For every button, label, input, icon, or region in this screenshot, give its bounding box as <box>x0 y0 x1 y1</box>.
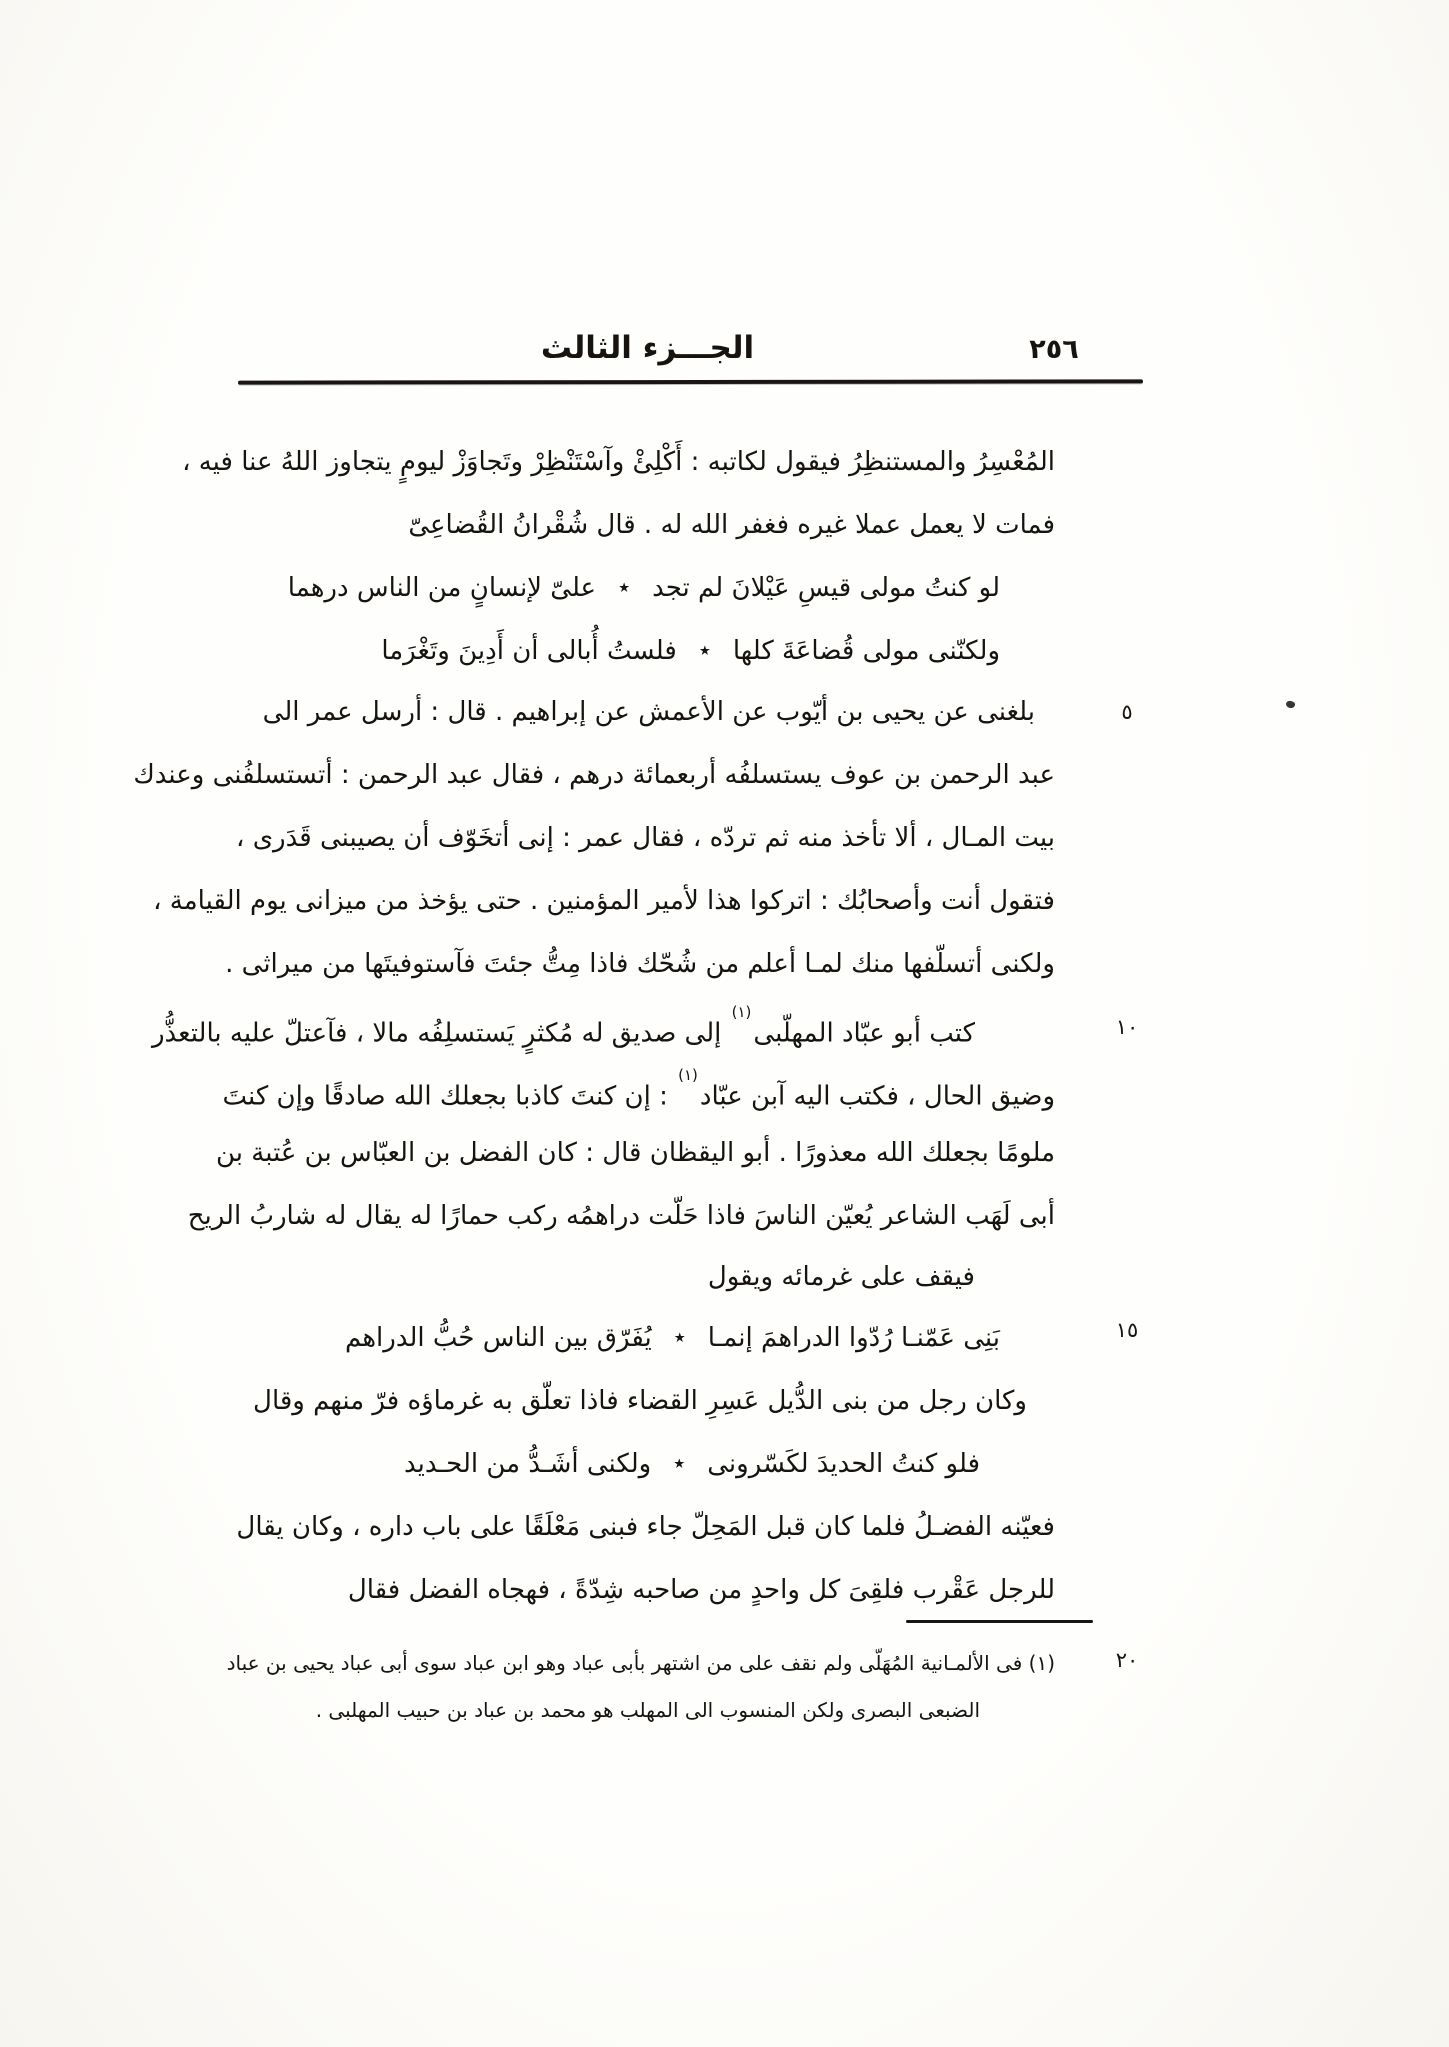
text-line: للرجل عَقْرب فلقِىَ كل واحدٍ من صاحبه شِدّةً ، فهجاه الفضل فقال <box>347 1575 1055 1605</box>
verse-hemistich-left: ولكنى أشَـدُّ من الحـديد <box>404 1449 652 1479</box>
verse-line <box>404 1442 980 1488</box>
margin-line-number-10: ١٠ <box>1115 1015 1139 1039</box>
text-segment: : إن كنتَ كاذبا بجعلك الله صادقًا وإن كنتَ <box>222 1081 668 1112</box>
text-line <box>223 1068 1055 1119</box>
verse-line <box>381 629 1000 675</box>
text-line: المُعْسِرُ والمستنظِرُ فيقول لكاتبه : أَكْلِئْ وآسْتَنْظِرْ وتَجاوَزْ ليومٍ يتجاوز اللهُ عنا فيه ، <box>182 447 1055 477</box>
verse-hemistich-right: فلو كنتُ الحديدَ لكَسّرونى <box>707 1449 980 1479</box>
verse-hemistich-left: علىّ لإنسانٍ من الناس درهما <box>287 573 597 603</box>
margin-line-number-15: ١٥ <box>1115 1318 1139 1342</box>
text-line: بلغنى عن يحيى بن أيّوب عن الأعمش عن إبراهيم . قال : أرسل عمر الى <box>262 697 1035 727</box>
text-line <box>152 1005 975 1056</box>
footnote-marker: (١) <box>731 1003 752 1021</box>
text-segment: إلى صديق له مُكثرٍ يَستسلِفُه مالا ، فآعتلّ عليه بالتعذُّر <box>151 1018 722 1049</box>
text-line: فمات لا يعمل عملا غيره فغفر الله له . قال شُقْرانُ القُضاعِىّ <box>408 510 1055 540</box>
verse-separator-icon: ٭ <box>673 1325 686 1350</box>
text-line: أبى لَهَب الشاعر يُعيّن الناسَ فاذا حَلّت دراهمُه ركب حمارًا له يقال له شاربُ الريح <box>187 1201 1055 1231</box>
text-line: وكان رجل من بنى الدُّيل عَسِرِ القضاء فاذا تعلّق به غرماؤه فرّ منهم وقال <box>253 1386 1027 1416</box>
text-line: فعيّنه الفضـلُ فلما كان قبل المَحِلّ جاء فبنى مَعْلَقًا على باب داره ، وكان يقال <box>236 1512 1055 1542</box>
text-line: عبد الرحمن بن عوف يستسلفُه أربعمائة درهم ، فقال عبد الرحمن : أتستسلفُنى وعندك <box>133 760 1055 790</box>
verse-separator-icon: ٭ <box>618 575 631 600</box>
text-segment: وضيق الحال ، فكتب اليه آبن عبّاد <box>699 1081 1055 1112</box>
page-number: ٢٥٦ <box>1029 334 1079 365</box>
header-rule <box>238 379 1143 384</box>
footnote-line: الضبعى البصرى ولكن المنسوب الى المهلب هو محمد بن عباد بن حبيب المهلبى . <box>315 1698 980 1722</box>
verse-line <box>345 1316 1000 1362</box>
verse-hemistich-left: فلستُ أُبالى أن أَدِينَ وتَغْرَما <box>381 636 677 666</box>
verse-line <box>288 566 1000 612</box>
scan-artifact <box>1285 700 1296 709</box>
text-line: ولكنى أتسلّفها منك لمـا أعلم من شُحّك فاذا مِتُّ جئتَ فآستوفيتَها من ميراثى . <box>225 949 1055 979</box>
margin-line-number-20: ٢٠ <box>1115 1648 1139 1672</box>
verse-separator-icon: ٭ <box>698 638 711 663</box>
footnote-marker: (١) <box>678 1066 698 1084</box>
margin-line-number-5: ٥ <box>1121 700 1133 724</box>
verse-hemistich-right: بَنِى عَمّنـا رُدّوا الدراهمَ إنمـا <box>707 1323 1000 1353</box>
footnote-line: (١) فى الألمـانية المُهَلّى ولم نقف على من اشتهر بأبى عباد وهو ابن عباد سوى أبى عباد يحيى بن عباد <box>226 1651 1055 1675</box>
text-segment: كتب أبو عبّاد المهلّبى <box>753 1018 975 1049</box>
verse-hemistich-left: يُفَرّق بين الناس حُبُّ الدراهم <box>345 1323 652 1353</box>
text-line: بيت المـال ، ألا تأخذ منه ثم تردّه ، فقال عمر : إنى أتخَوّف أن يصيبنى قَدَرى ، <box>236 823 1055 853</box>
verse-hemistich-right: لو كنتُ مولى قيسِ عَيْلانَ لم تجد <box>652 573 1000 603</box>
text-line: فتقول أنت وأصحابُك : اتركوا هذا لأمير المؤمنين . حتى يؤخذ من ميزانى يوم القيامة ، <box>153 886 1055 916</box>
page-title: الجـــزء الثالث <box>540 330 755 366</box>
verse-separator-icon: ٭ <box>673 1451 686 1476</box>
footnote-rule <box>906 1620 1093 1623</box>
text-line: فيقف على غرمائه ويقول <box>707 1262 975 1292</box>
text-line: ملومًا بجعلك الله معذورًا . أبو اليقظان قال : كان الفضل بن العبّاس بن عُتبة بن <box>215 1138 1055 1168</box>
verse-hemistich-right: ولكنّنى مولى قُضاعَةَ كلها <box>732 636 1000 666</box>
